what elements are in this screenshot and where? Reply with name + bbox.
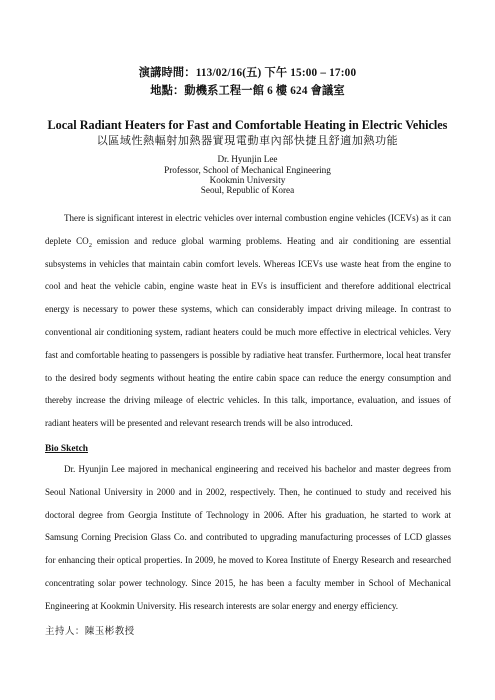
speaker-position: Professor, School of Mechanical Engineering — [164, 165, 331, 175]
bio-sketch-paragraph: Dr. Hyunjin Lee majored in mechanical engineering and received his bachelor and master degrees from Seoul National University in 2000 and in 2002, respectively. Then, he continued to study and received his doctoral degree from Georgia Institute of Technology in 2006. After his graduation, he started to work at Samsung Corning Precision Glass Co. and contributed to upgrading manufacturing processes of LCD glasses for enhancing their optical properties. In 2009, he moved to Korea Institute of Energy Research and researched concentrating solar power technology. Since 2015, he has been a faculty member in School of Mechanical Engineering at Kookmin University. His research interests are solar energy and energy efficiency. — [45, 464, 451, 611]
talk-title-chinese: 以區域性熱輻射加熱器實現電動車內部快捷且舒適加熱功能 — [96, 135, 399, 147]
speaker-location: Seoul, Republic of Korea — [200, 185, 295, 195]
bio-sketch-heading: Bio Sketch — [45, 444, 88, 454]
speaker-name: Dr. Hyunjin Lee — [217, 154, 278, 164]
host-line: 主持人：陳玉彬教授 — [45, 627, 135, 637]
speaker-university: Kookmin University — [209, 175, 286, 185]
talk-title-english: Local Radiant Heaters for Fast and Comfortable Heating in Electric Vehicles — [47, 118, 448, 132]
abstract-text-start: There is significant interest in electric vehicles over internal combustion engine vehicles (ICEVs) as it can deplete CO — [45, 213, 451, 246]
abstract-text-rest: emission and reduce global warming problems. Heating and air conditioning are essential subsystems in vehicles that maintain cabin comfort levels. Whereas ICEVs use waste heat from the engine to cool and heat the vehicle cabin, engine waste heat in EVs is insufficient and therefore additional electrical energy is necessary to power these systems, which can considerably impact driving mileage. In contrast to conventional air conditioning system, radiant heaters could be much more effective in electrical vehicles. Very fast and comfortable heating to passengers is possible by radiative heat transfer. Furthermore, local heat transfer to the desired body segments without heating the entire cabin space can reduce the energy consumption and thereby increase the driving mileage of electric vehicles. In this talk, importance, evaluation, and issues of radiant heaters will be presented and relevant research trends will be also introduced. — [45, 235, 451, 429]
co2-subscript: 2 — [88, 241, 92, 249]
abstract-paragraph — [45, 207, 451, 435]
talk-time: 演講時間：113/02/16(五) 下午 15:00 – 17:00 — [138, 67, 357, 79]
talk-location: 地點：動機系工程一館 6 樓 624 會議室 — [150, 85, 345, 97]
